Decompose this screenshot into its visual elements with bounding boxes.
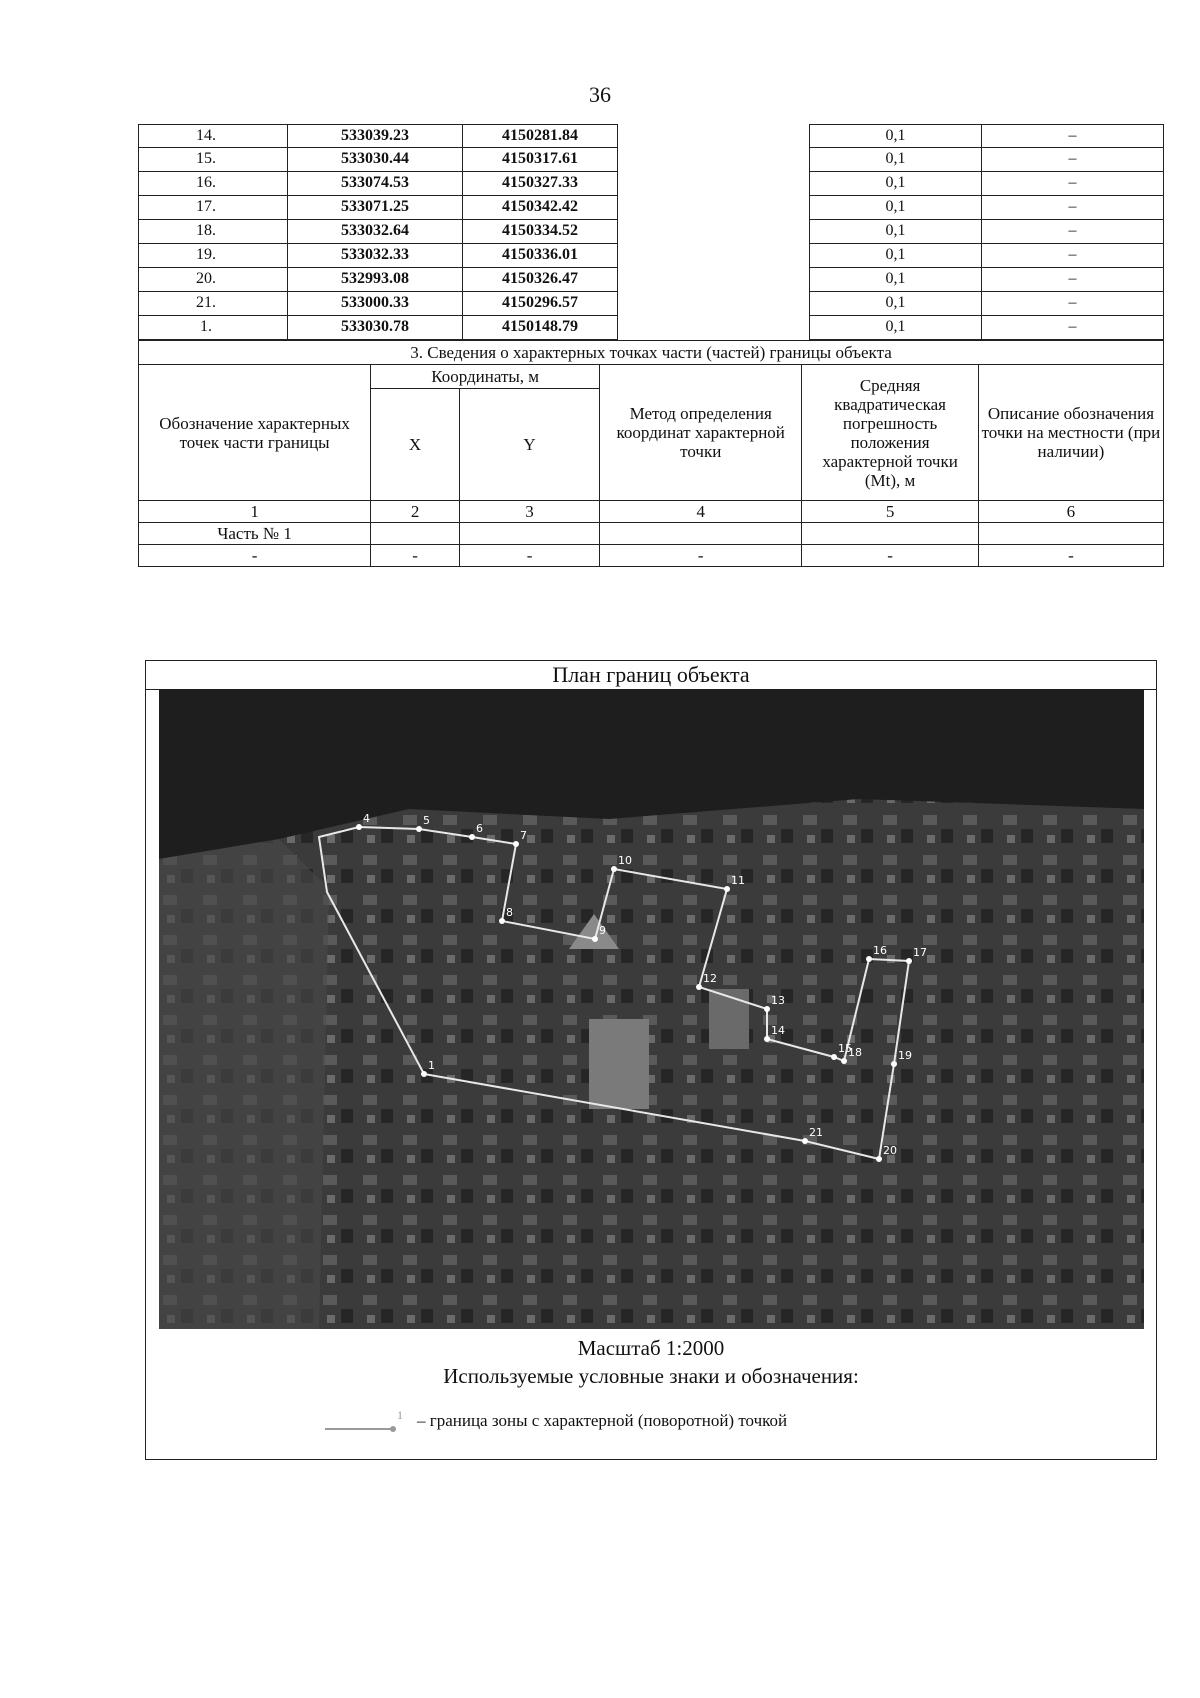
boundary-point-label: 1 [428,1059,435,1072]
boundary-point-label: 13 [771,994,785,1007]
boundary-point-label: 9 [599,924,606,937]
boundary-plan [145,660,1157,1460]
accuracy: 0,1 [809,172,982,196]
empty-cell: - [371,545,460,567]
description: – [982,220,1164,244]
coordinate-row [138,196,1164,220]
boundary-point-label: 7 [520,829,527,842]
accuracy: 0,1 [809,244,982,268]
description: – [982,316,1164,340]
description: – [982,124,1164,148]
coord-y: 4150327.33 [463,172,618,196]
accuracy: 0,1 [809,124,982,148]
header-y: Y [459,389,599,501]
coordinate-row [138,124,1164,148]
boundary-point-marker [891,1061,897,1067]
map-drawing [159,689,1144,1329]
coordinate-row [138,220,1164,244]
coord-y: 4150336.01 [463,244,618,268]
aerial-map [159,689,1144,1329]
coord-y: 4150281.84 [463,124,618,148]
coord-x: 533030.78 [288,316,463,340]
accuracy: 0,1 [809,220,982,244]
boundary-point-marker [356,824,362,830]
boundary-point-label: 21 [809,1126,823,1139]
coord-x: 533074.53 [288,172,463,196]
col-number-5: 5 [802,501,979,523]
coord-y: 4150334.52 [463,220,618,244]
boundary-point-label: 16 [873,944,887,957]
coord-y: 4150317.61 [463,148,618,172]
boundary-point-label: 14 [771,1024,785,1037]
point-number: 1. [138,316,288,340]
legend-item [321,1406,787,1436]
boundary-point-label: 10 [618,854,632,867]
header-description: Описание обозначения точки на местности (при наличии) [978,365,1163,501]
boundary-point-label: 12 [703,972,717,985]
point-number: 18. [138,220,288,244]
boundary-point-label: 20 [883,1144,897,1157]
boundary-point-label: 19 [898,1049,912,1062]
accuracy: 0,1 [809,268,982,292]
boundary-point-marker [469,834,475,840]
coord-y: 4150148.79 [463,316,618,340]
header-point-designation: Обозначение характерных точек части границы [139,365,371,501]
coordinate-row [138,316,1164,340]
part-label: Часть № 1 [139,523,371,545]
point-number: 19. [138,244,288,268]
description: – [982,244,1164,268]
header-x: X [371,389,460,501]
boundary-point-marker [499,918,505,924]
boundary-point-label: 8 [506,906,513,919]
coordinates-table [138,124,1164,340]
section3-caption: 3. Сведения о характерных точках части (частей) границы объекта [139,341,1164,365]
accuracy: 0,1 [809,316,982,340]
point-number: 17. [138,196,288,220]
boundary-point-marker [906,958,912,964]
description: – [982,196,1164,220]
point-number: 15. [138,148,288,172]
point-number: 20. [138,268,288,292]
accuracy: 0,1 [809,148,982,172]
empty-cell: - [600,545,802,567]
boundary-point-marker [592,936,598,942]
boundary-point-label: 5 [423,814,430,827]
coordinate-row [138,244,1164,268]
boundary-point-marker [802,1138,808,1144]
boundary-point-marker [421,1071,427,1077]
accuracy: 0,1 [809,196,982,220]
boundary-point-label: 4 [363,812,370,825]
coord-x: 533071.25 [288,196,463,220]
col-number-2: 2 [371,501,460,523]
coord-y: 4150326.47 [463,268,618,292]
col-number-6: 6 [978,501,1163,523]
empty-cell: - [802,545,979,567]
empty-cell: - [459,545,599,567]
legend-title: Используемые условные знаки и обозначения: [443,1364,859,1388]
boundary-point-marker [513,841,519,847]
boundary-point-marker [696,984,702,990]
header-method: Метод определения координат характерной точки [600,365,802,501]
coord-x: 533030.44 [288,148,463,172]
boundary-point-label: 15 [838,1042,852,1055]
coordinate-row [138,292,1164,316]
header-error: Средняя квадратическая погрешность положения характерной точки (Mt), м [802,365,979,501]
coordinate-row [138,148,1164,172]
coord-x: 533032.33 [288,244,463,268]
coord-y: 4150342.42 [463,196,618,220]
description: – [982,172,1164,196]
point-number: 21. [138,292,288,316]
empty-cell: - [978,545,1163,567]
description: – [982,268,1164,292]
coord-y: 4150296.57 [463,292,618,316]
point-number: 14. [138,124,288,148]
empty-cell: - [139,545,371,567]
page-number: 36 [589,82,611,107]
boundary-point-marker [876,1156,882,1162]
accuracy: 0,1 [809,292,982,316]
coord-x: 533000.33 [288,292,463,316]
map-scale: Масштаб 1:2000 [577,1336,725,1360]
boundary-point-marker [764,1006,770,1012]
boundary-point-marker [416,826,422,832]
col-number-3: 3 [459,501,599,523]
boundary-point-label: 6 [476,822,483,835]
description: – [982,292,1164,316]
coordinate-row [138,268,1164,292]
boundary-point-marker [611,866,617,872]
boundary-point-marker [831,1054,837,1060]
boundary-point-label: 11 [731,874,745,887]
boundary-point-label: 18 [848,1046,862,1059]
section3-table [138,340,1164,567]
col-number-4: 4 [600,501,802,523]
legend-text: – граница зоны с характерной (поворотной) точкой [417,1411,788,1430]
boundary-point-label: 17 [913,946,927,959]
plan-title: План границ объекта [146,661,1156,690]
legend-point-label: 1 [397,1408,403,1422]
point-number: 16. [138,172,288,196]
boundary-line-sample-icon [321,1401,411,1441]
coord-x: 533039.23 [288,124,463,148]
header-coordinates: Координаты, м [371,365,600,389]
boundary-point-marker [724,886,730,892]
description: – [982,148,1164,172]
coord-x: 533032.64 [288,220,463,244]
boundary-point-marker [866,956,872,962]
boundary-point-marker [841,1058,847,1064]
coordinate-row [138,172,1164,196]
col-number-1: 1 [139,501,371,523]
coord-x: 532993.08 [288,268,463,292]
boundary-point-marker [764,1036,770,1042]
